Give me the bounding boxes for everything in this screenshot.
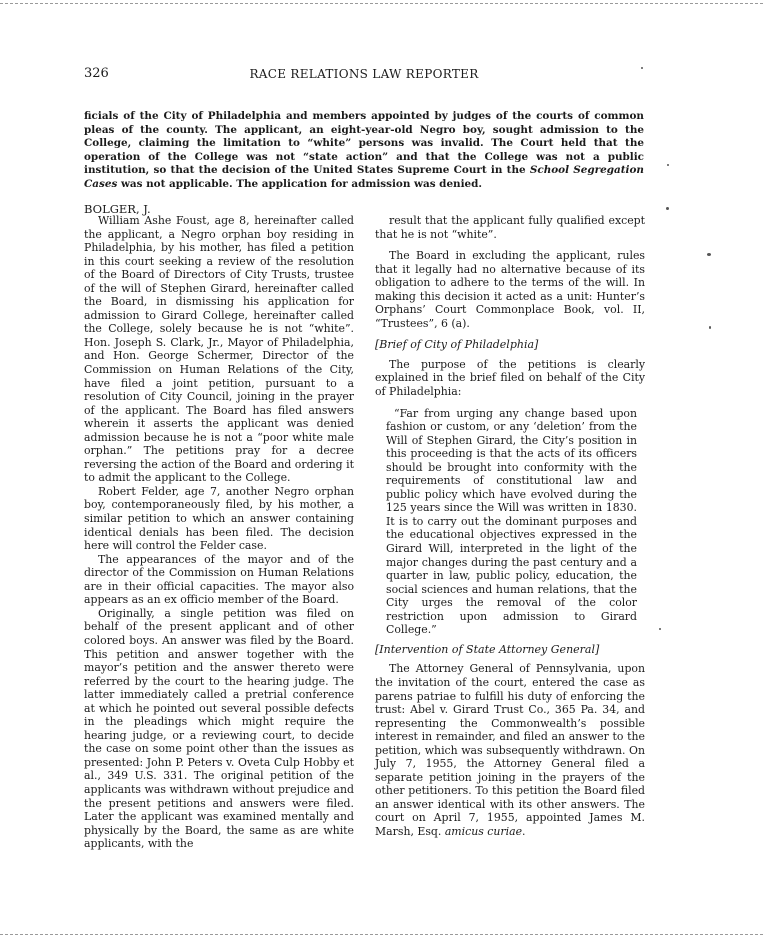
paragraph-text: The Attorney General of Pennsylvania, upon the invitation of the court, entered the case as parens patriae to fulfill his duty of enforcing the trust: Abel v. Girard Trust Co., 365 Pa. 34, and representing the Commonwealth’s possible interest in remainder, and filed an answer to the petition, which was subsequently withdrawn. On July 7, 1955, the Attorney General filed a separate petition joining in the prayers of the other petitioners. To this petition the Board filed an answer identical with its other answers. The court on April 7, 1955, appointed James M. Marsh, Esq. (375, 662, 645, 838)
scan-speck (709, 326, 711, 329)
paragraph: Originally, a single petition was filed on behalf of the present applicant and of other colored boys. An answer was filed by the Board. This petition and answer together with the mayor’s petition and the answer thereto were referred by the court to the hearing judge. The latter immediately called a pretrial conference at which he pointed out several possible defects in the pleadings which might require the hearing judge, or a reviewing court, to decide the case on some point other than the issues as presented: John P. Peters v. Oveta Culp Hobby et al., 349 U.S. 331. The original petition of the applicants was withdrawn without prejudice and the present petitions and answers were filed. Later the applicant was examined mentally and physically by the Board, the same as are white applicants, with the (84, 606, 354, 851)
scan-speck (667, 164, 669, 166)
paragraph: The appearances of the mayor and of the director of the Commission on Human Relations are in their official capacities. The mayor also appears as an ex officio member of the Board. (84, 552, 354, 607)
scan-speck (659, 628, 661, 630)
headnote (84, 110, 644, 192)
section-heading-intervention: [Intervention of State Attorney General] (375, 642, 600, 656)
top-scan-border (0, 3, 763, 4)
page-header (84, 66, 644, 86)
page-number: 326 (84, 66, 109, 81)
judge-name: BOLGER, J. (84, 202, 151, 216)
section-heading-brief: [Brief of City of Philadelphia] (375, 338, 539, 352)
paragraph: Robert Felder, age 7, another Negro orphan boy, contemporaneously filed, by his mother, a similar petition to which an answer containing identical denials has been filed. The decision here will control the Felder case. (84, 484, 354, 553)
scan-speck (666, 207, 669, 210)
bottom-scan-border (0, 934, 763, 935)
paragraph: result that the applicant fully qualified except that he is not “white”. (375, 214, 645, 241)
right-column (375, 214, 645, 839)
paragraph (375, 662, 645, 838)
amicus-curiae-text: amicus curiae (444, 824, 523, 838)
running-title: RACE RELATIONS LAW REPORTER (249, 67, 479, 81)
scan-speck (707, 253, 711, 256)
headnote-lead: ficials of the City of Philadelphia and members appointed by judges of the courts of common pleas of the county. The applicant, an eight-year-old Negro boy, sought admission to the College, claiming the limitation to “white” persons was invalid. The Court held that the operation of the College was not “state action” and that the College was not a public institution, so that the decision of the United States Supreme Court in the (84, 110, 644, 177)
paragraph: The Board in excluding the applicant, rules that it legally had no alternative because of its obligation to adhere to the terms of the will. In making this decision it acted as a unit: Hunter’s Orphans’ Court Commonplace Book, vol. II, “Trustees”, 6 (a). (375, 249, 645, 330)
paragraph-end: . (522, 824, 526, 838)
spacer (375, 241, 645, 249)
spacer (375, 399, 645, 407)
headnote-tail: was not applicable. The application for admission was denied. (117, 177, 483, 190)
paragraph: The purpose of the petitions is clearly explained in the brief filed on behalf of the City of Philadelphia: (375, 357, 645, 399)
left-column (84, 214, 354, 851)
block-quote: “Far from urging any change based upon fashion or custom, or any ‘deletion’ from the Will of Stephen Girard, the City’s position in this proceeding is that the acts of its officers should be brought into conformity with the requirements of constitutional law and public policy which have evolved during the 125 years since the Will was written in 1830. It is to carry out the dominant purposes and the educational objectives expressed in the Girard Will, interpreted in the light of the major changes during the past century and a quarter in law, public policy, education, the social sciences and human relations, that the City urges the removal of the color restriction upon admission to Girard College.” (386, 406, 637, 637)
headnote-case-name: School Segregation Cases (84, 164, 644, 190)
paragraph: William Ashe Foust, age 8, hereinafter called the applicant, a Negro orphan boy residing in Philadelphia, by his mother, has filed a petition in this court seeking a review of the resolution of the Board of Directors of City Trusts, trustee of the will of Stephen Girard, hereinafter called the Board, in dismissing his application for admission to Girard College, hereinafter called the College, solely because he is not “white”. Hon. Joseph S. Clark, Jr., Mayor of Philadelphia, and Hon. George Schermer, Director of the Commission on Human Relations of the City, have filed a joint petition, pursuant to a resolution of City Council, joining in the prayer of the applicant. The Board has filed answers wherein it asserts the applicant was denied admission because he is not a “poor white male orphan.” The petitions pray for a decree reversing the action of the Board and ordering it to admit the applicant to the College. (84, 214, 354, 485)
